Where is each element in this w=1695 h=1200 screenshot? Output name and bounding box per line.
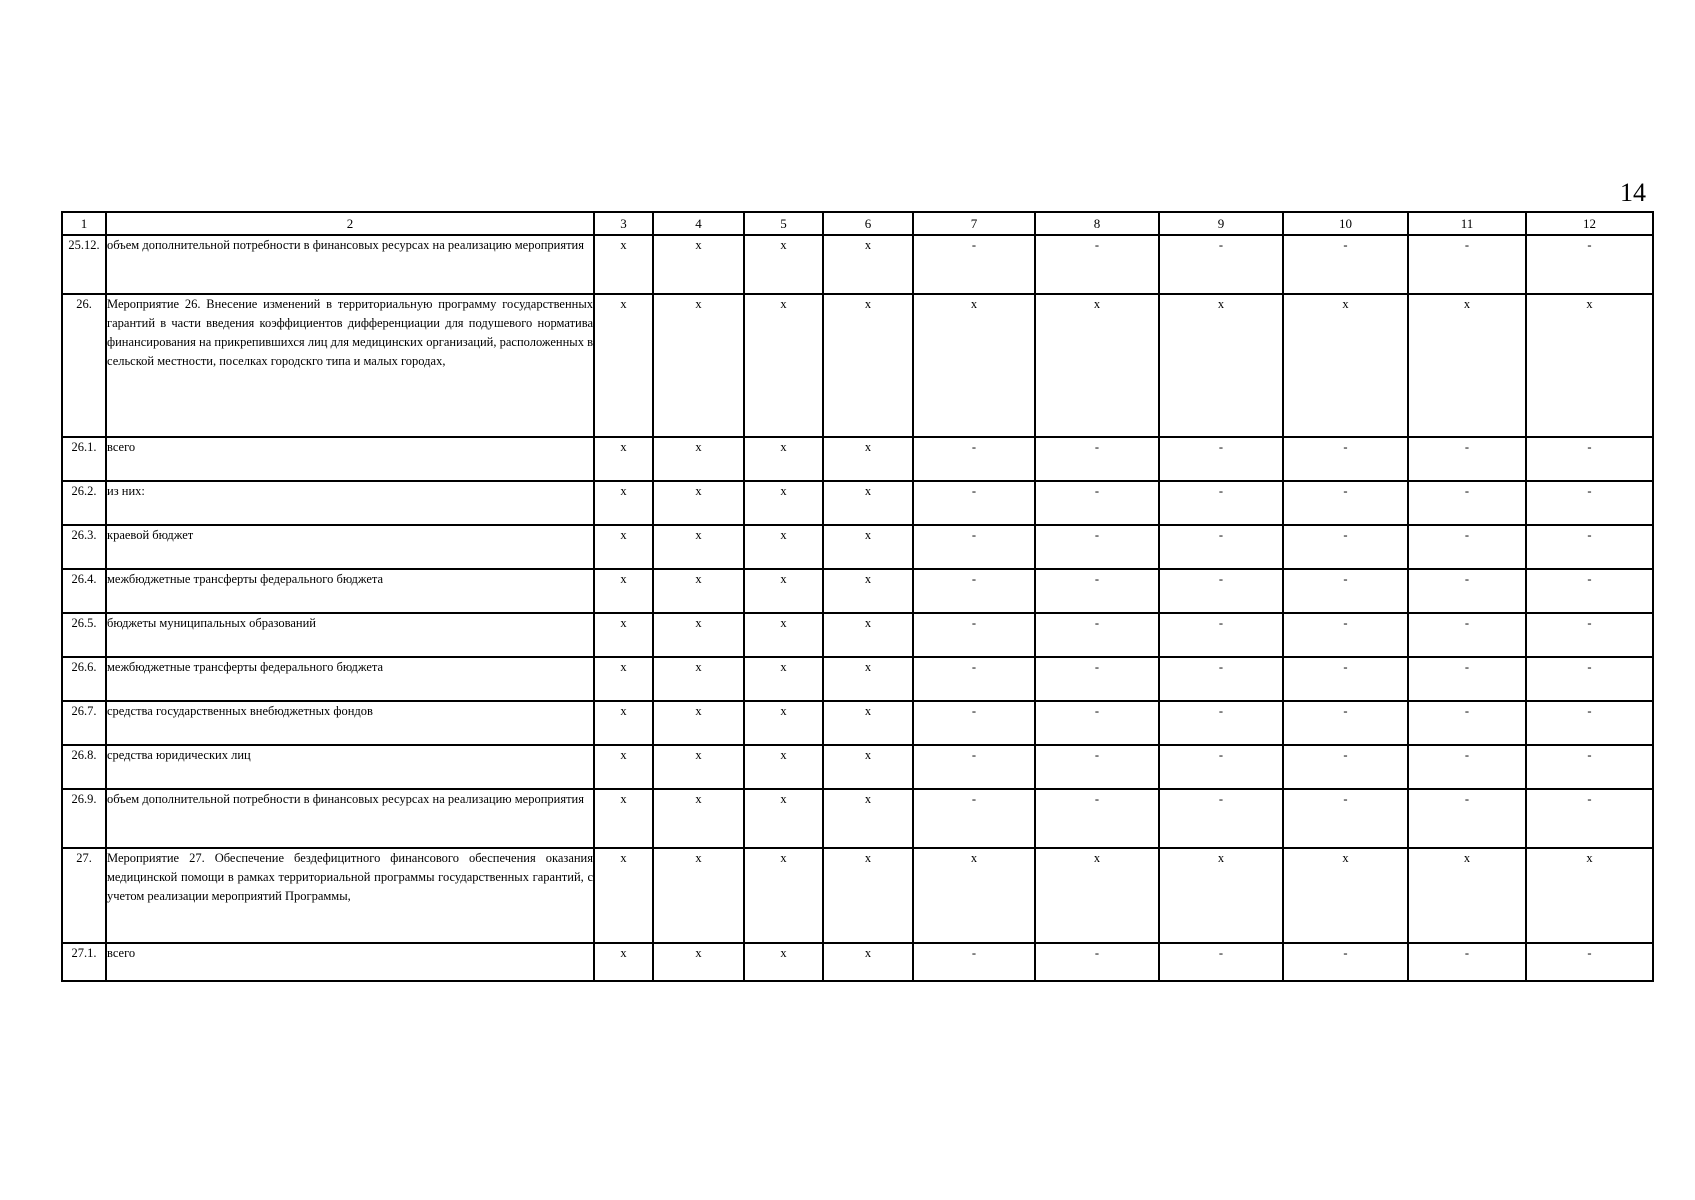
- cell-value: -: [913, 745, 1035, 789]
- cell-value: -: [913, 613, 1035, 657]
- cell-value: х: [594, 848, 653, 943]
- row-description: средства юридических лиц: [106, 745, 594, 789]
- row-number: 26.5.: [62, 613, 106, 657]
- row-number: 26.1.: [62, 437, 106, 481]
- row-number: 26.6.: [62, 657, 106, 701]
- cell-value: -: [1408, 613, 1526, 657]
- cell-value: -: [1408, 943, 1526, 981]
- cell-value: х: [823, 525, 913, 569]
- cell-value: -: [1035, 525, 1159, 569]
- column-header: 9: [1159, 212, 1283, 235]
- cell-value: х: [744, 613, 823, 657]
- cell-value: х: [744, 745, 823, 789]
- cell-value: -: [1035, 789, 1159, 848]
- cell-value: х: [1159, 848, 1283, 943]
- cell-value: -: [1283, 701, 1408, 745]
- cell-value: -: [1159, 481, 1283, 525]
- cell-value: х: [594, 235, 653, 294]
- column-header: 3: [594, 212, 653, 235]
- cell-value: -: [1526, 943, 1653, 981]
- column-header: 7: [913, 212, 1035, 235]
- cell-value: х: [823, 701, 913, 745]
- cell-value: х: [1035, 294, 1159, 437]
- column-header: 12: [1526, 212, 1653, 235]
- cell-value: х: [744, 235, 823, 294]
- cell-value: -: [913, 789, 1035, 848]
- cell-value: -: [1159, 569, 1283, 613]
- cell-value: -: [1526, 701, 1653, 745]
- cell-value: -: [913, 569, 1035, 613]
- cell-value: -: [1159, 745, 1283, 789]
- row-number: 26.: [62, 294, 106, 437]
- table-row: [62, 481, 1653, 525]
- cell-value: х: [744, 481, 823, 525]
- cell-value: х: [823, 294, 913, 437]
- cell-value: -: [913, 943, 1035, 981]
- table-row: [62, 701, 1653, 745]
- cell-value: -: [913, 657, 1035, 701]
- table-row: [62, 437, 1653, 481]
- cell-value: х: [653, 235, 744, 294]
- cell-value: -: [1283, 481, 1408, 525]
- cell-value: х: [913, 848, 1035, 943]
- cell-value: -: [1526, 745, 1653, 789]
- cell-value: х: [823, 848, 913, 943]
- cell-value: х: [653, 481, 744, 525]
- cell-value: -: [1408, 657, 1526, 701]
- cell-value: х: [744, 848, 823, 943]
- cell-value: -: [913, 235, 1035, 294]
- cell-value: -: [1526, 613, 1653, 657]
- row-number: 26.2.: [62, 481, 106, 525]
- column-header: 2: [106, 212, 594, 235]
- cell-value: -: [1035, 701, 1159, 745]
- cell-value: х: [913, 294, 1035, 437]
- table-row: [62, 613, 1653, 657]
- cell-value: -: [1526, 235, 1653, 294]
- row-number: 26.4.: [62, 569, 106, 613]
- cell-value: х: [823, 569, 913, 613]
- cell-value: -: [1159, 437, 1283, 481]
- cell-value: х: [823, 657, 913, 701]
- column-header: 11: [1408, 212, 1526, 235]
- column-header: 8: [1035, 212, 1159, 235]
- cell-value: -: [913, 481, 1035, 525]
- cell-value: х: [594, 789, 653, 848]
- cell-value: х: [744, 657, 823, 701]
- cell-value: х: [594, 294, 653, 437]
- cell-value: х: [823, 789, 913, 848]
- cell-value: -: [1526, 525, 1653, 569]
- cell-value: -: [1283, 613, 1408, 657]
- row-number: 27.1.: [62, 943, 106, 981]
- cell-value: х: [744, 943, 823, 981]
- cell-value: х: [823, 437, 913, 481]
- cell-value: х: [823, 745, 913, 789]
- cell-value: -: [1526, 789, 1653, 848]
- cell-value: х: [653, 437, 744, 481]
- cell-value: -: [1408, 437, 1526, 481]
- header-row: [62, 212, 1653, 235]
- cell-value: -: [913, 437, 1035, 481]
- table-row: [62, 657, 1653, 701]
- cell-value: -: [1035, 943, 1159, 981]
- cell-value: х: [1283, 294, 1408, 437]
- cell-value: х: [653, 943, 744, 981]
- cell-value: -: [1408, 789, 1526, 848]
- cell-value: -: [1408, 235, 1526, 294]
- cell-value: х: [653, 701, 744, 745]
- row-number: 26.8.: [62, 745, 106, 789]
- cell-value: х: [1408, 294, 1526, 437]
- cell-value: х: [1035, 848, 1159, 943]
- table-row: [62, 789, 1653, 848]
- row-number: 27.: [62, 848, 106, 943]
- column-header: 6: [823, 212, 913, 235]
- row-description: Мероприятие 27. Обеспечение бездефицитного финансового обеспечения оказания медицинской помощи в рамках территориальной программы государственных гарантий, с учетом реализации мероприятий Программы,: [106, 848, 594, 943]
- table-row: [62, 848, 1653, 943]
- row-description: всего: [106, 437, 594, 481]
- cell-value: х: [823, 235, 913, 294]
- cell-value: -: [913, 701, 1035, 745]
- row-description: Мероприятие 26. Внесение изменений в территориальную программу государственных гарантий в части введения коэффициентов дифференциации для подушевого норматива финансирования на прикрепившихся лиц для медицинских организаций, расположенных в сельской местности, поселках городскго типа и малых городах,: [106, 294, 594, 437]
- cell-value: -: [1283, 525, 1408, 569]
- cell-value: -: [1526, 657, 1653, 701]
- column-header: 5: [744, 212, 823, 235]
- cell-value: -: [1408, 525, 1526, 569]
- cell-value: -: [1159, 657, 1283, 701]
- row-description: объем дополнительной потребности в финансовых ресурсах на реализацию мероприятия: [106, 789, 594, 848]
- cell-value: х: [823, 943, 913, 981]
- row-description: объем дополнительной потребности в финансовых ресурсах на реализацию мероприятия: [106, 235, 594, 294]
- cell-value: х: [653, 294, 744, 437]
- cell-value: х: [744, 569, 823, 613]
- cell-value: х: [594, 613, 653, 657]
- cell-value: -: [1159, 789, 1283, 848]
- cell-value: -: [1159, 943, 1283, 981]
- cell-value: -: [1159, 235, 1283, 294]
- cell-value: х: [1159, 294, 1283, 437]
- cell-value: -: [1408, 745, 1526, 789]
- cell-value: -: [1035, 745, 1159, 789]
- column-header: 1: [62, 212, 106, 235]
- cell-value: -: [1159, 701, 1283, 745]
- cell-value: х: [594, 437, 653, 481]
- cell-value: х: [594, 657, 653, 701]
- cell-value: х: [594, 943, 653, 981]
- page-number: 14: [1620, 178, 1646, 207]
- cell-value: -: [1283, 235, 1408, 294]
- table-row: [62, 235, 1653, 294]
- column-header: 4: [653, 212, 744, 235]
- cell-value: -: [913, 525, 1035, 569]
- cell-value: х: [594, 525, 653, 569]
- cell-value: -: [1035, 569, 1159, 613]
- cell-value: -: [1408, 701, 1526, 745]
- cell-value: х: [594, 701, 653, 745]
- cell-value: -: [1159, 525, 1283, 569]
- cell-value: х: [823, 481, 913, 525]
- cell-value: х: [744, 789, 823, 848]
- cell-value: х: [1283, 848, 1408, 943]
- cell-value: х: [594, 745, 653, 789]
- program-table: [61, 211, 1654, 982]
- row-number: 26.3.: [62, 525, 106, 569]
- row-description: краевой бюджет: [106, 525, 594, 569]
- cell-value: х: [823, 613, 913, 657]
- row-description: межбюджетные трансферты федерального бюджета: [106, 569, 594, 613]
- cell-value: -: [1035, 481, 1159, 525]
- cell-value: -: [1283, 657, 1408, 701]
- column-header: 10: [1283, 212, 1408, 235]
- cell-value: х: [744, 701, 823, 745]
- cell-value: -: [1283, 437, 1408, 481]
- table-row: [62, 294, 1653, 437]
- cell-value: -: [1035, 437, 1159, 481]
- cell-value: -: [1283, 569, 1408, 613]
- cell-value: х: [653, 657, 744, 701]
- cell-value: х: [653, 569, 744, 613]
- cell-value: х: [744, 437, 823, 481]
- cell-value: х: [594, 569, 653, 613]
- row-number: 26.7.: [62, 701, 106, 745]
- row-description: средства государственных внебюджетных фондов: [106, 701, 594, 745]
- cell-value: -: [1526, 437, 1653, 481]
- row-description: всего: [106, 943, 594, 981]
- table-row: [62, 943, 1653, 981]
- cell-value: х: [653, 525, 744, 569]
- cell-value: х: [653, 848, 744, 943]
- cell-value: -: [1526, 481, 1653, 525]
- cell-value: х: [1526, 848, 1653, 943]
- table-row: [62, 745, 1653, 789]
- cell-value: х: [653, 789, 744, 848]
- cell-value: х: [744, 294, 823, 437]
- cell-value: -: [1408, 481, 1526, 525]
- cell-value: -: [1283, 745, 1408, 789]
- cell-value: -: [1283, 789, 1408, 848]
- row-description: бюджеты муниципальных образований: [106, 613, 594, 657]
- cell-value: х: [1526, 294, 1653, 437]
- cell-value: х: [653, 613, 744, 657]
- cell-value: -: [1283, 943, 1408, 981]
- cell-value: х: [594, 481, 653, 525]
- cell-value: -: [1408, 569, 1526, 613]
- cell-value: х: [744, 525, 823, 569]
- row-description: из них:: [106, 481, 594, 525]
- table-row: [62, 525, 1653, 569]
- row-number: 26.9.: [62, 789, 106, 848]
- table-row: [62, 569, 1653, 613]
- cell-value: -: [1159, 613, 1283, 657]
- row-number: 25.12.: [62, 235, 106, 294]
- cell-value: -: [1035, 657, 1159, 701]
- cell-value: -: [1035, 613, 1159, 657]
- row-description: межбюджетные трансферты федерального бюджета: [106, 657, 594, 701]
- cell-value: -: [1526, 569, 1653, 613]
- cell-value: х: [1408, 848, 1526, 943]
- cell-value: х: [653, 745, 744, 789]
- cell-value: -: [1035, 235, 1159, 294]
